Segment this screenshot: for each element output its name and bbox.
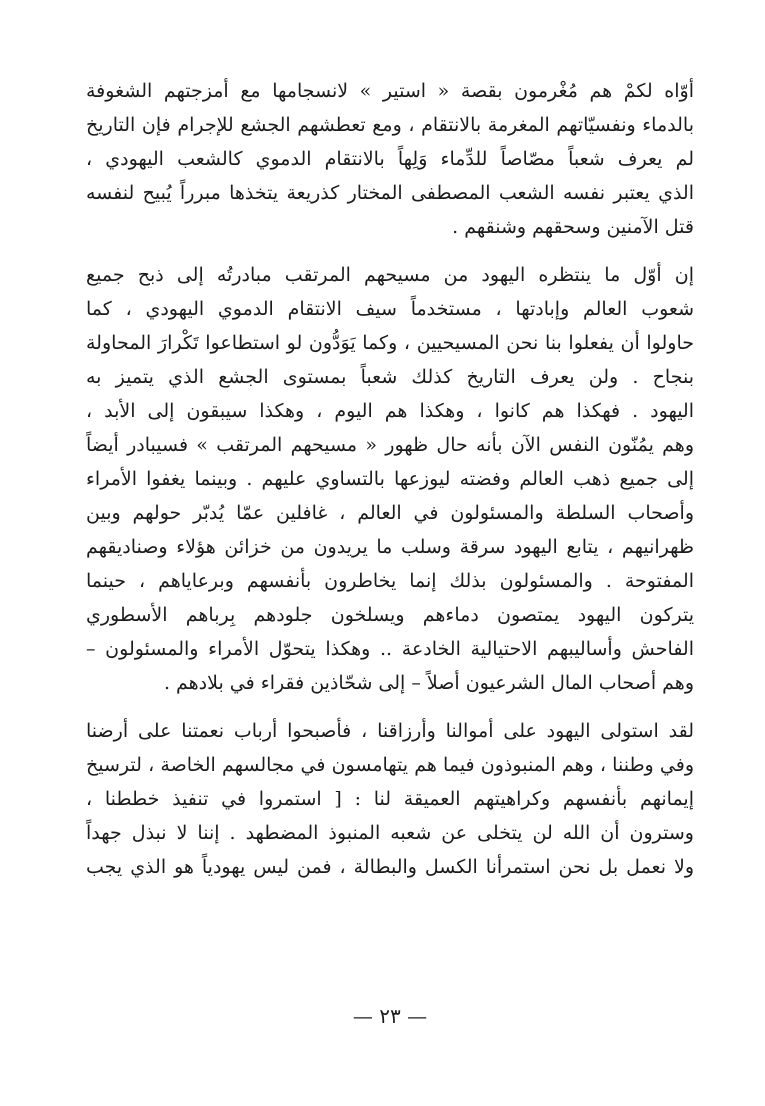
text-line: الذي يعتبر نفسه الشعب المصطفى المختار كذريعة يتخذها مبرراً يُبيح لنفسه bbox=[86, 182, 694, 204]
paragraph-2 bbox=[86, 258, 694, 700]
text-line: بالدماء ونفسيّاتهم المغرمة بالانتقام ، ومع تعطشهم الجشع للإجرام فإن التاريخ bbox=[86, 114, 694, 136]
paragraph-3 bbox=[86, 714, 694, 884]
text-line: إيمانهم بأنفسهم وكراهيتهم العميقة لنا : [ استمروا في تنفيذ خططنا ، bbox=[86, 788, 694, 810]
text-line: ظهرانيهم ، يتابع اليهود سرقة وسلب ما يريدون من خزائن هؤلاء وصناديقهم bbox=[86, 536, 694, 558]
text-line: إن أوّل ما ينتظره اليهود من مسيحهم المرتقب مبادرتُه إلى ذبح جميع bbox=[86, 264, 694, 286]
text-line: لم يعرف شعباً مصّاصاً للدِّماء وَلِهاً بالانتقام الدموي كالشعب اليهودي ، bbox=[86, 148, 694, 170]
text-line: وفي وطننا ، وهم المنبوذون فيما هم يتهامسون في مجالسهم الخاصة ، لترسيخ bbox=[86, 754, 694, 776]
text-line: لقد استولى اليهود على أموالنا وأرزاقنا ، فأصبحوا أرباب نعمتنا على أرضنا bbox=[86, 720, 694, 742]
text-line: يتركون اليهود يمتصون دماءهم ويسلخون جلودهم بِرباهم الأسطوري bbox=[86, 604, 694, 626]
text-line: قتل الآمنين وسحقهم وشنقهم . bbox=[452, 216, 694, 238]
text-line: وهم أصحاب المال الشرعيون أصلاً – إلى شحّاذين فقراء في بلادهم . bbox=[163, 672, 694, 694]
text-line: المفتوحة . والمسئولون بذلك إنما يخاطرون بأنفسهم وبرعاياهم ، حينما bbox=[86, 570, 694, 592]
page-number: — ٢٣ — bbox=[352, 1004, 428, 1028]
text-line: وسترون أن الله لن يتخلى عن شعبه المنبوذ المضطهد . إننا لا نبذل جهداً bbox=[86, 822, 694, 844]
text-line: شعوب العالم وإبادتها ، مستخدماً سيف الانتقام الدموي اليهودي ، كما bbox=[86, 298, 694, 320]
text-line: اليهود . فهكذا هم كانوا ، وهكذا هم اليوم ، وهكذا سيبقون إلى الأبد ، bbox=[86, 400, 694, 422]
text-line: إلى جميع ذهب العالم وفضته ليوزعها بالتساوي عليهم . وبينما يغفوا الأمراء bbox=[86, 468, 694, 490]
text-line: وأصحاب السلطة والمسئولون في العالم ، غافلين عمّا يُدبّر حولهم وبين bbox=[86, 502, 694, 524]
text-line: الفاحش وأساليبهم الاحتيالية الخادعة .. وهكذا يتحوّل الأمراء والمسئولون – bbox=[86, 638, 694, 660]
text-line: حاولوا أن يفعلوا بنا نحن المسيحيين ، وكما يَوَدُّون لو استطاعوا تَكْرارَ المحاولة bbox=[86, 332, 694, 354]
text-line: ولا نعمل بل نحن استمرأنا الكسل والبطالة ، فمن ليس يهودياً هو الذي يجب bbox=[86, 856, 694, 878]
text-line: بنجاح . ولن يعرف التاريخ كذلك شعباً بمستوى الجشع الذي يتميز به bbox=[86, 366, 694, 388]
paragraph-1 bbox=[86, 74, 694, 244]
text-line: وهم يمُنّون النفس الآن بأنه حال ظهور « مسيحهم المرتقب » فسيبادر أيضاً bbox=[86, 434, 694, 456]
document-page bbox=[86, 74, 694, 1074]
text-line: أوّاه لكمْ هم مُغْرمون بقصة « استير » لانسجامها مع أمزجتهم الشغوفة bbox=[86, 80, 694, 102]
